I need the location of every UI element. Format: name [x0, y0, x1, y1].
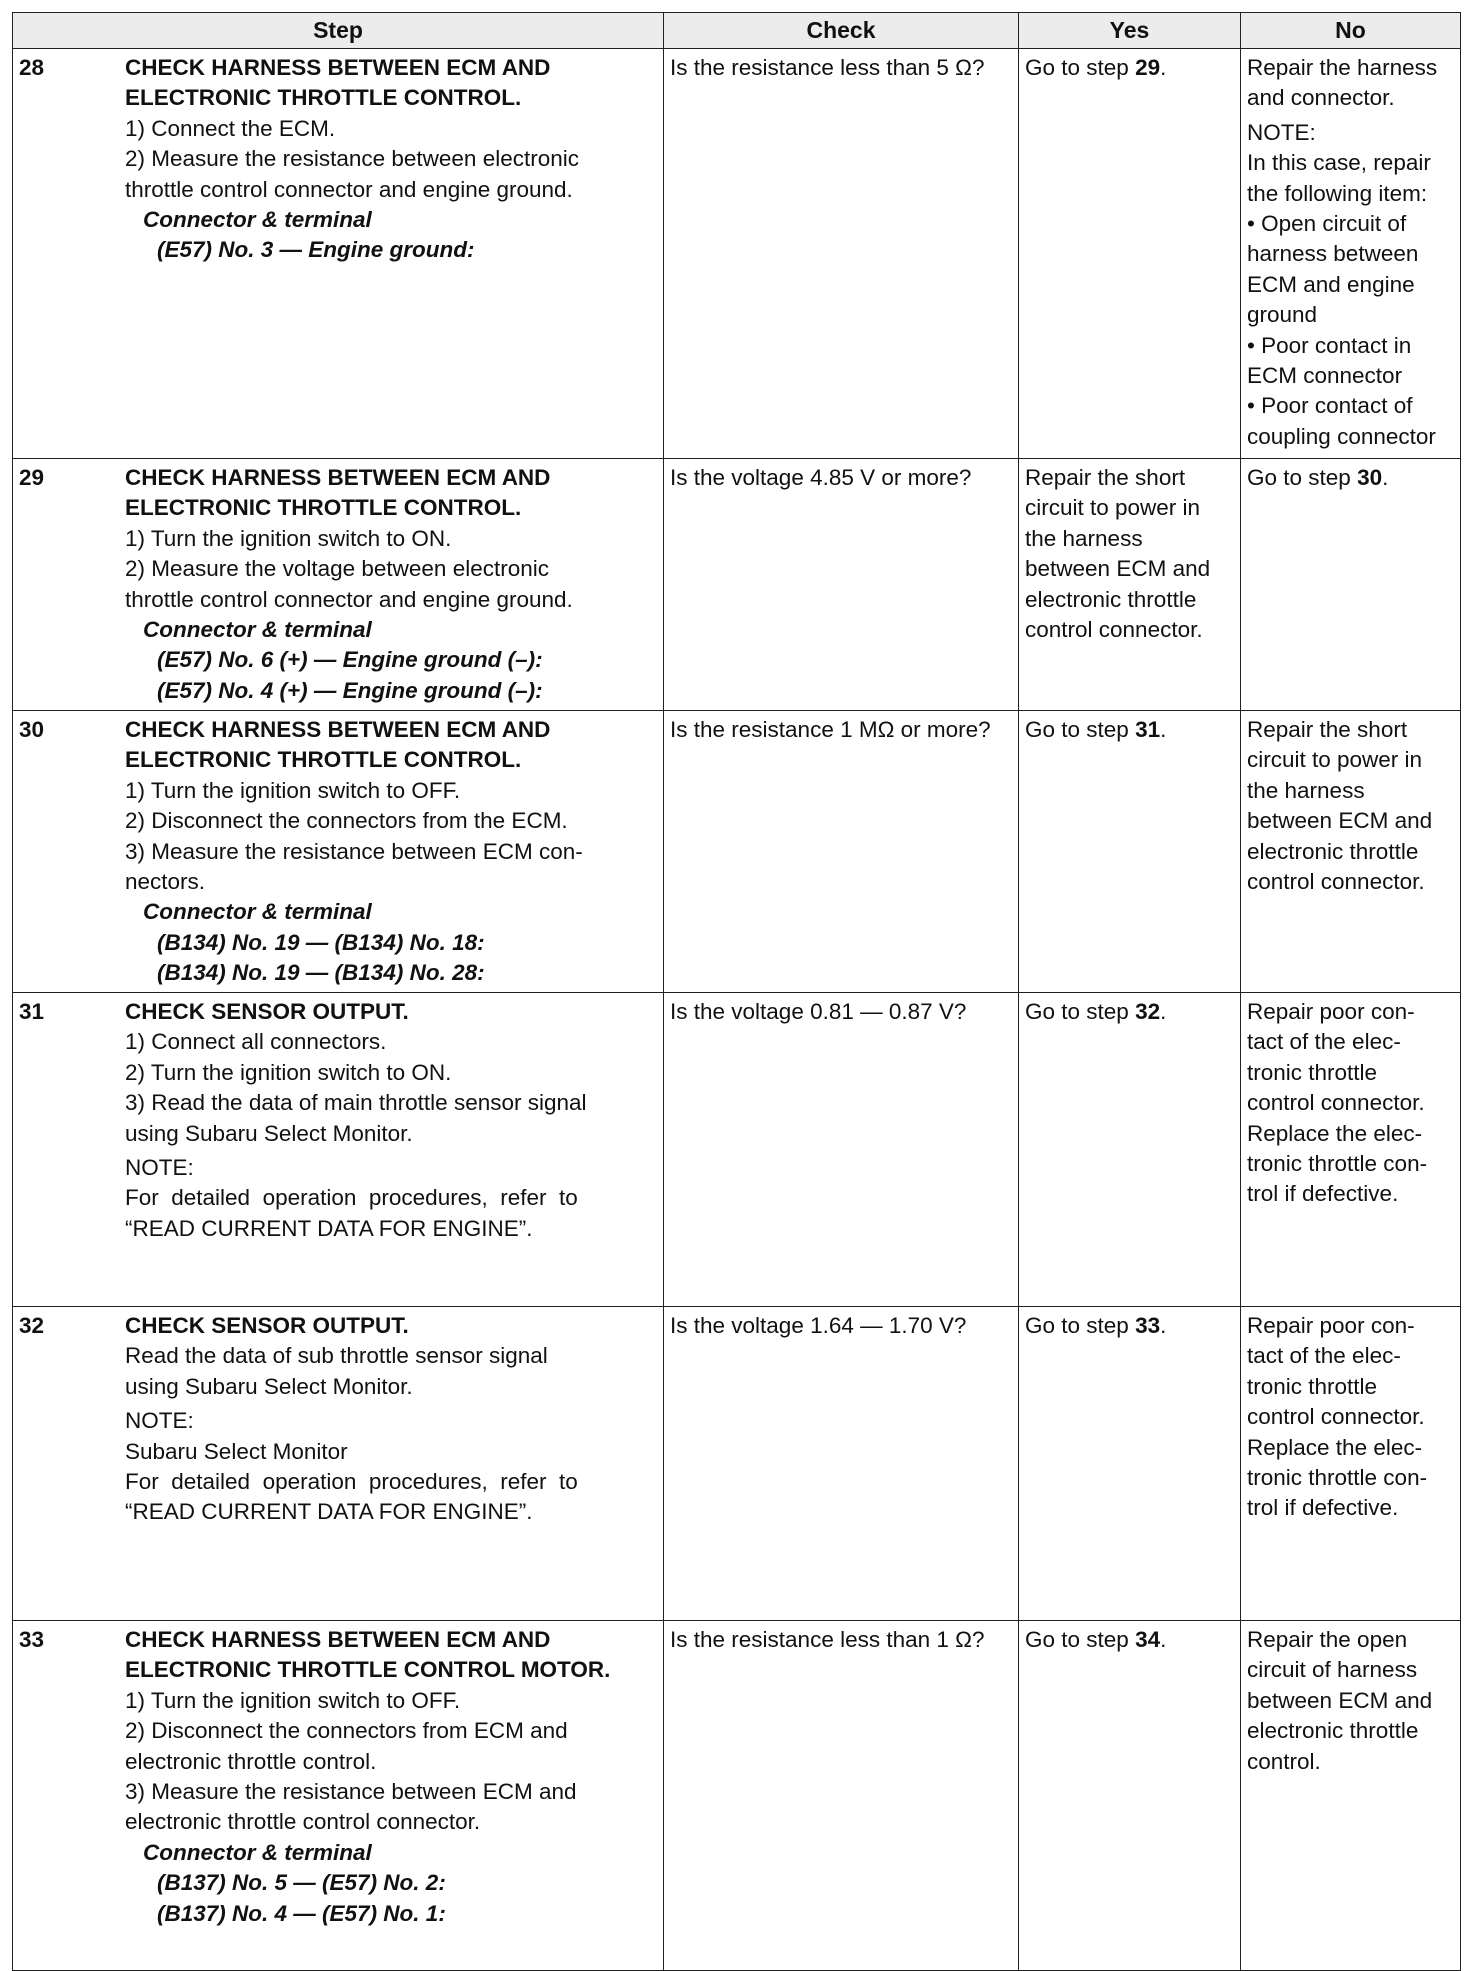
no-cell	[1241, 1621, 1461, 1971]
step-number: 31	[19, 999, 45, 1024]
step-cell	[13, 1621, 664, 1971]
terminal-line: (B134) No. 19 — (B134) No. 28:	[157, 960, 485, 986]
no-action-line: Replace the elec-	[1247, 1434, 1423, 1460]
terminal-line: (B137) No. 4 — (E57) No. 1:	[157, 1900, 446, 1926]
step-instruction-line: 1) Turn the ignition switch to OFF.	[125, 777, 461, 803]
yes-goto-step: 29	[1135, 55, 1161, 80]
step-number: 32	[19, 1313, 45, 1338]
terminal-line: (E57) No. 3 — Engine ground:	[157, 237, 475, 263]
no-action-line: electronic throttle	[1247, 1718, 1419, 1744]
no-action-line: between ECM and	[1247, 1687, 1433, 1713]
yes-goto-step: 34	[1135, 1627, 1161, 1652]
step-instruction-line: Read the data of sub throttle sensor signal	[125, 1343, 548, 1369]
step-instruction-line: 3) Read the data of main throttle sensor signal	[125, 1090, 587, 1116]
check-cell	[664, 49, 1019, 459]
terminal-line: (B137) No. 5 — (E57) No. 2:	[157, 1870, 446, 1896]
table-row	[13, 49, 1461, 459]
no-action-line: Repair poor con-	[1247, 1313, 1415, 1338]
diagnostic-procedure-document	[12, 12, 1460, 1971]
yes-action-line: between ECM and	[1025, 556, 1211, 582]
no-action-line: • Poor contact in	[1247, 332, 1412, 358]
no-action-line: Repair the short	[1247, 717, 1408, 742]
no-cell	[1241, 1307, 1461, 1621]
step-cell	[13, 1307, 664, 1621]
step-body	[125, 1621, 663, 1932]
step-wrap	[13, 993, 663, 1247]
step-number: 33	[19, 1627, 45, 1652]
no-action-line: and connector.	[1247, 85, 1395, 111]
step-wrap	[13, 1621, 663, 1932]
check-question: Is the resistance 1 MΩ or more?	[670, 717, 991, 742]
no-cell	[1241, 711, 1461, 993]
step-title-line: ELECTRONIC THROTTLE CONTROL.	[125, 747, 522, 773]
note-line: Subaru Select Monitor	[125, 1438, 348, 1464]
note-line: For detailed operation procedures, refer to	[125, 1185, 578, 1211]
terminal-line: (B134) No. 19 — (B134) No. 18:	[157, 929, 485, 955]
no-action-line: tronic throttle con-	[1247, 1151, 1428, 1177]
step-number: 28	[19, 55, 45, 80]
note-line: “READ CURRENT DATA FOR ENGINE”.	[125, 1215, 533, 1241]
yes-goto-step: 32	[1135, 999, 1161, 1024]
step-number: 29	[19, 465, 45, 490]
yes-cell	[1019, 993, 1241, 1307]
no-goto	[1247, 463, 1454, 493]
step-cell	[13, 459, 664, 711]
step-instruction-line: electronic throttle control connector.	[125, 1809, 481, 1835]
step-instruction-line: using Subaru Select Monitor.	[125, 1373, 413, 1399]
step-instruction-line: 2) Measure the resistance between electronic	[125, 146, 579, 172]
no-cell	[1241, 459, 1461, 711]
yes-goto-suffix: .	[1160, 55, 1167, 80]
table-row	[13, 1621, 1461, 1971]
note-line: For detailed operation procedures, refer to	[125, 1469, 578, 1495]
step-wrap	[13, 711, 663, 992]
yes-goto	[1025, 53, 1234, 83]
no-action-line: control connector.	[1247, 1404, 1425, 1430]
step-instruction-line: 2) Measure the voltage between electronic	[125, 556, 549, 582]
yes-goto-suffix: .	[1160, 1627, 1167, 1652]
yes-goto-suffix: .	[1160, 999, 1167, 1024]
no-action-line: between ECM and	[1247, 808, 1433, 834]
no-action-line: tact of the elec-	[1247, 1343, 1401, 1369]
check-question: Is the resistance less than 5 Ω?	[670, 55, 985, 80]
yes-goto-suffix: .	[1160, 717, 1167, 742]
step-instruction-line: throttle control connector and engine ground.	[125, 586, 573, 612]
yes-goto-suffix: .	[1160, 1313, 1167, 1338]
no-action-line: harness between	[1247, 241, 1419, 267]
step-instruction-line: 2) Disconnect the connectors from the ECM.	[125, 808, 568, 834]
no-action-line: tronic throttle	[1247, 1059, 1378, 1085]
note-label: NOTE:	[125, 1155, 194, 1181]
no-action-line: control connector.	[1247, 1090, 1425, 1116]
no-cell	[1241, 49, 1461, 459]
no-action-line: In this case, repair	[1247, 150, 1431, 176]
step-instruction-line: 1) Turn the ignition switch to ON.	[125, 525, 452, 551]
no-action-line: the following item:	[1247, 180, 1428, 206]
yes-goto	[1025, 715, 1234, 745]
step-body	[125, 49, 663, 269]
no-cell	[1241, 993, 1461, 1307]
check-cell	[664, 459, 1019, 711]
no-action-line: control connector.	[1247, 869, 1425, 895]
no-action-line: trol if defective.	[1247, 1181, 1399, 1207]
step-wrap	[13, 49, 663, 269]
header-check: Check	[664, 13, 1019, 49]
yes-action-line: Repair the short	[1025, 465, 1186, 490]
note-label: NOTE:	[125, 1408, 194, 1434]
check-question: Is the voltage 1.64 — 1.70 V?	[670, 1313, 967, 1338]
yes-goto-prefix: Go to step	[1025, 999, 1136, 1024]
yes-goto	[1025, 997, 1234, 1027]
no-goto-prefix: Go to step	[1247, 465, 1358, 490]
step-instruction-line: 2) Disconnect the connectors from ECM and	[125, 1718, 568, 1744]
step-title-line: CHECK HARNESS BETWEEN ECM AND	[125, 55, 551, 80]
connector-terminal-label: Connector & terminal	[143, 899, 372, 925]
no-action-line: ground	[1247, 302, 1318, 328]
step-title-line: ELECTRONIC THROTTLE CONTROL MOTOR.	[125, 1657, 611, 1683]
terminal-line: (E57) No. 4 (+) — Engine ground (–):	[157, 677, 543, 703]
no-action-line: Repair the harness	[1247, 55, 1438, 80]
step-wrap	[13, 459, 663, 709]
step-title-line: CHECK SENSOR OUTPUT.	[125, 999, 409, 1024]
no-action-line: circuit of harness	[1247, 1657, 1418, 1683]
diagnostic-table	[12, 12, 1461, 1971]
no-goto-suffix: .	[1382, 465, 1389, 490]
connector-terminal-label: Connector & terminal	[143, 1839, 372, 1865]
yes-cell	[1019, 49, 1241, 459]
step-title-line: CHECK SENSOR OUTPUT.	[125, 1313, 409, 1338]
header-step: Step	[13, 13, 664, 49]
connector-terminal-label: Connector & terminal	[143, 207, 372, 233]
yes-goto-step: 33	[1135, 1313, 1161, 1338]
no-action-line: Replace the elec-	[1247, 1120, 1423, 1146]
no-action-line: Repair the open	[1247, 1627, 1408, 1652]
no-action-line: circuit to power in	[1247, 747, 1423, 773]
step-body	[125, 711, 663, 992]
check-question: Is the resistance less than 1 Ω?	[670, 1627, 985, 1652]
no-action-line: control.	[1247, 1748, 1321, 1774]
yes-goto-prefix: Go to step	[1025, 717, 1136, 742]
no-action-line: ECM and engine	[1247, 271, 1415, 297]
connector-terminal-label: Connector & terminal	[143, 617, 372, 643]
step-number: 30	[19, 717, 45, 742]
check-cell	[664, 1621, 1019, 1971]
yes-action-line: electronic throttle	[1025, 586, 1197, 612]
no-action-line: tronic throttle con-	[1247, 1465, 1428, 1491]
table-row	[13, 993, 1461, 1307]
step-title-line: CHECK HARNESS BETWEEN ECM AND	[125, 465, 551, 490]
table-body	[13, 49, 1461, 1971]
yes-cell	[1019, 711, 1241, 993]
step-instruction-line: 1) Connect all connectors.	[125, 1029, 387, 1055]
yes-action-line: the harness	[1025, 525, 1143, 551]
step-title-line: CHECK HARNESS BETWEEN ECM AND	[125, 1627, 551, 1652]
yes-goto	[1025, 1311, 1234, 1341]
step-cell	[13, 49, 664, 459]
step-instruction-line: 1) Turn the ignition switch to OFF.	[125, 1687, 461, 1713]
step-body	[125, 1307, 663, 1531]
no-action-line: Repair poor con-	[1247, 999, 1415, 1024]
step-instruction-line: electronic throttle control.	[125, 1748, 377, 1774]
step-instruction-line: throttle control connector and engine ground.	[125, 176, 573, 202]
check-question: Is the voltage 4.85 V or more?	[670, 465, 972, 490]
no-action-line: NOTE:	[1247, 119, 1316, 145]
yes-goto-prefix: Go to step	[1025, 1313, 1136, 1338]
step-title-line: ELECTRONIC THROTTLE CONTROL.	[125, 85, 522, 111]
yes-goto	[1025, 1625, 1234, 1655]
step-cell	[13, 993, 664, 1307]
step-instruction-line: nectors.	[125, 869, 206, 895]
step-wrap	[13, 1307, 663, 1531]
step-instruction-line: 3) Measure the resistance between ECM con-	[125, 838, 583, 864]
yes-cell	[1019, 1307, 1241, 1621]
no-action-line: tronic throttle	[1247, 1373, 1378, 1399]
yes-cell	[1019, 459, 1241, 711]
no-action-line: ECM connector	[1247, 363, 1403, 389]
header-no: No	[1241, 13, 1461, 49]
yes-goto-step: 31	[1135, 717, 1161, 742]
step-instruction-line: 2) Turn the ignition switch to ON.	[125, 1059, 452, 1085]
no-action-line: electronic throttle	[1247, 838, 1419, 864]
no-action-line: coupling connector	[1247, 423, 1436, 449]
no-action-line: tact of the elec-	[1247, 1029, 1401, 1055]
no-action-line: • Open circuit of	[1247, 211, 1407, 237]
step-instruction-line: 3) Measure the resistance between ECM and	[125, 1779, 577, 1805]
yes-cell	[1019, 1621, 1241, 1971]
yes-action-line: circuit to power in	[1025, 495, 1201, 521]
table-row	[13, 711, 1461, 993]
step-instruction-line: using Subaru Select Monitor.	[125, 1120, 413, 1146]
terminal-line: (E57) No. 6 (+) — Engine ground (–):	[157, 647, 543, 673]
yes-goto-prefix: Go to step	[1025, 1627, 1136, 1652]
yes-goto-prefix: Go to step	[1025, 55, 1136, 80]
check-cell	[664, 993, 1019, 1307]
table-row	[13, 459, 1461, 711]
step-instruction-line: 1) Connect the ECM.	[125, 115, 336, 141]
check-cell	[664, 711, 1019, 993]
step-body	[125, 993, 663, 1247]
step-cell	[13, 711, 664, 993]
yes-action-line: control connector.	[1025, 617, 1203, 643]
table-header-row	[13, 13, 1461, 49]
check-cell	[664, 1307, 1019, 1621]
header-yes: Yes	[1019, 13, 1241, 49]
note-line: “READ CURRENT DATA FOR ENGINE”.	[125, 1499, 533, 1525]
check-question: Is the voltage 0.81 — 0.87 V?	[670, 999, 967, 1024]
no-goto-step: 30	[1357, 465, 1383, 490]
step-title-line: CHECK HARNESS BETWEEN ECM AND	[125, 717, 551, 742]
step-body	[125, 459, 663, 709]
step-title-line: ELECTRONIC THROTTLE CONTROL.	[125, 495, 522, 521]
no-action-line: the harness	[1247, 777, 1365, 803]
no-action-line: trol if defective.	[1247, 1495, 1399, 1521]
table-row	[13, 1307, 1461, 1621]
no-action-line: • Poor contact of	[1247, 393, 1413, 419]
